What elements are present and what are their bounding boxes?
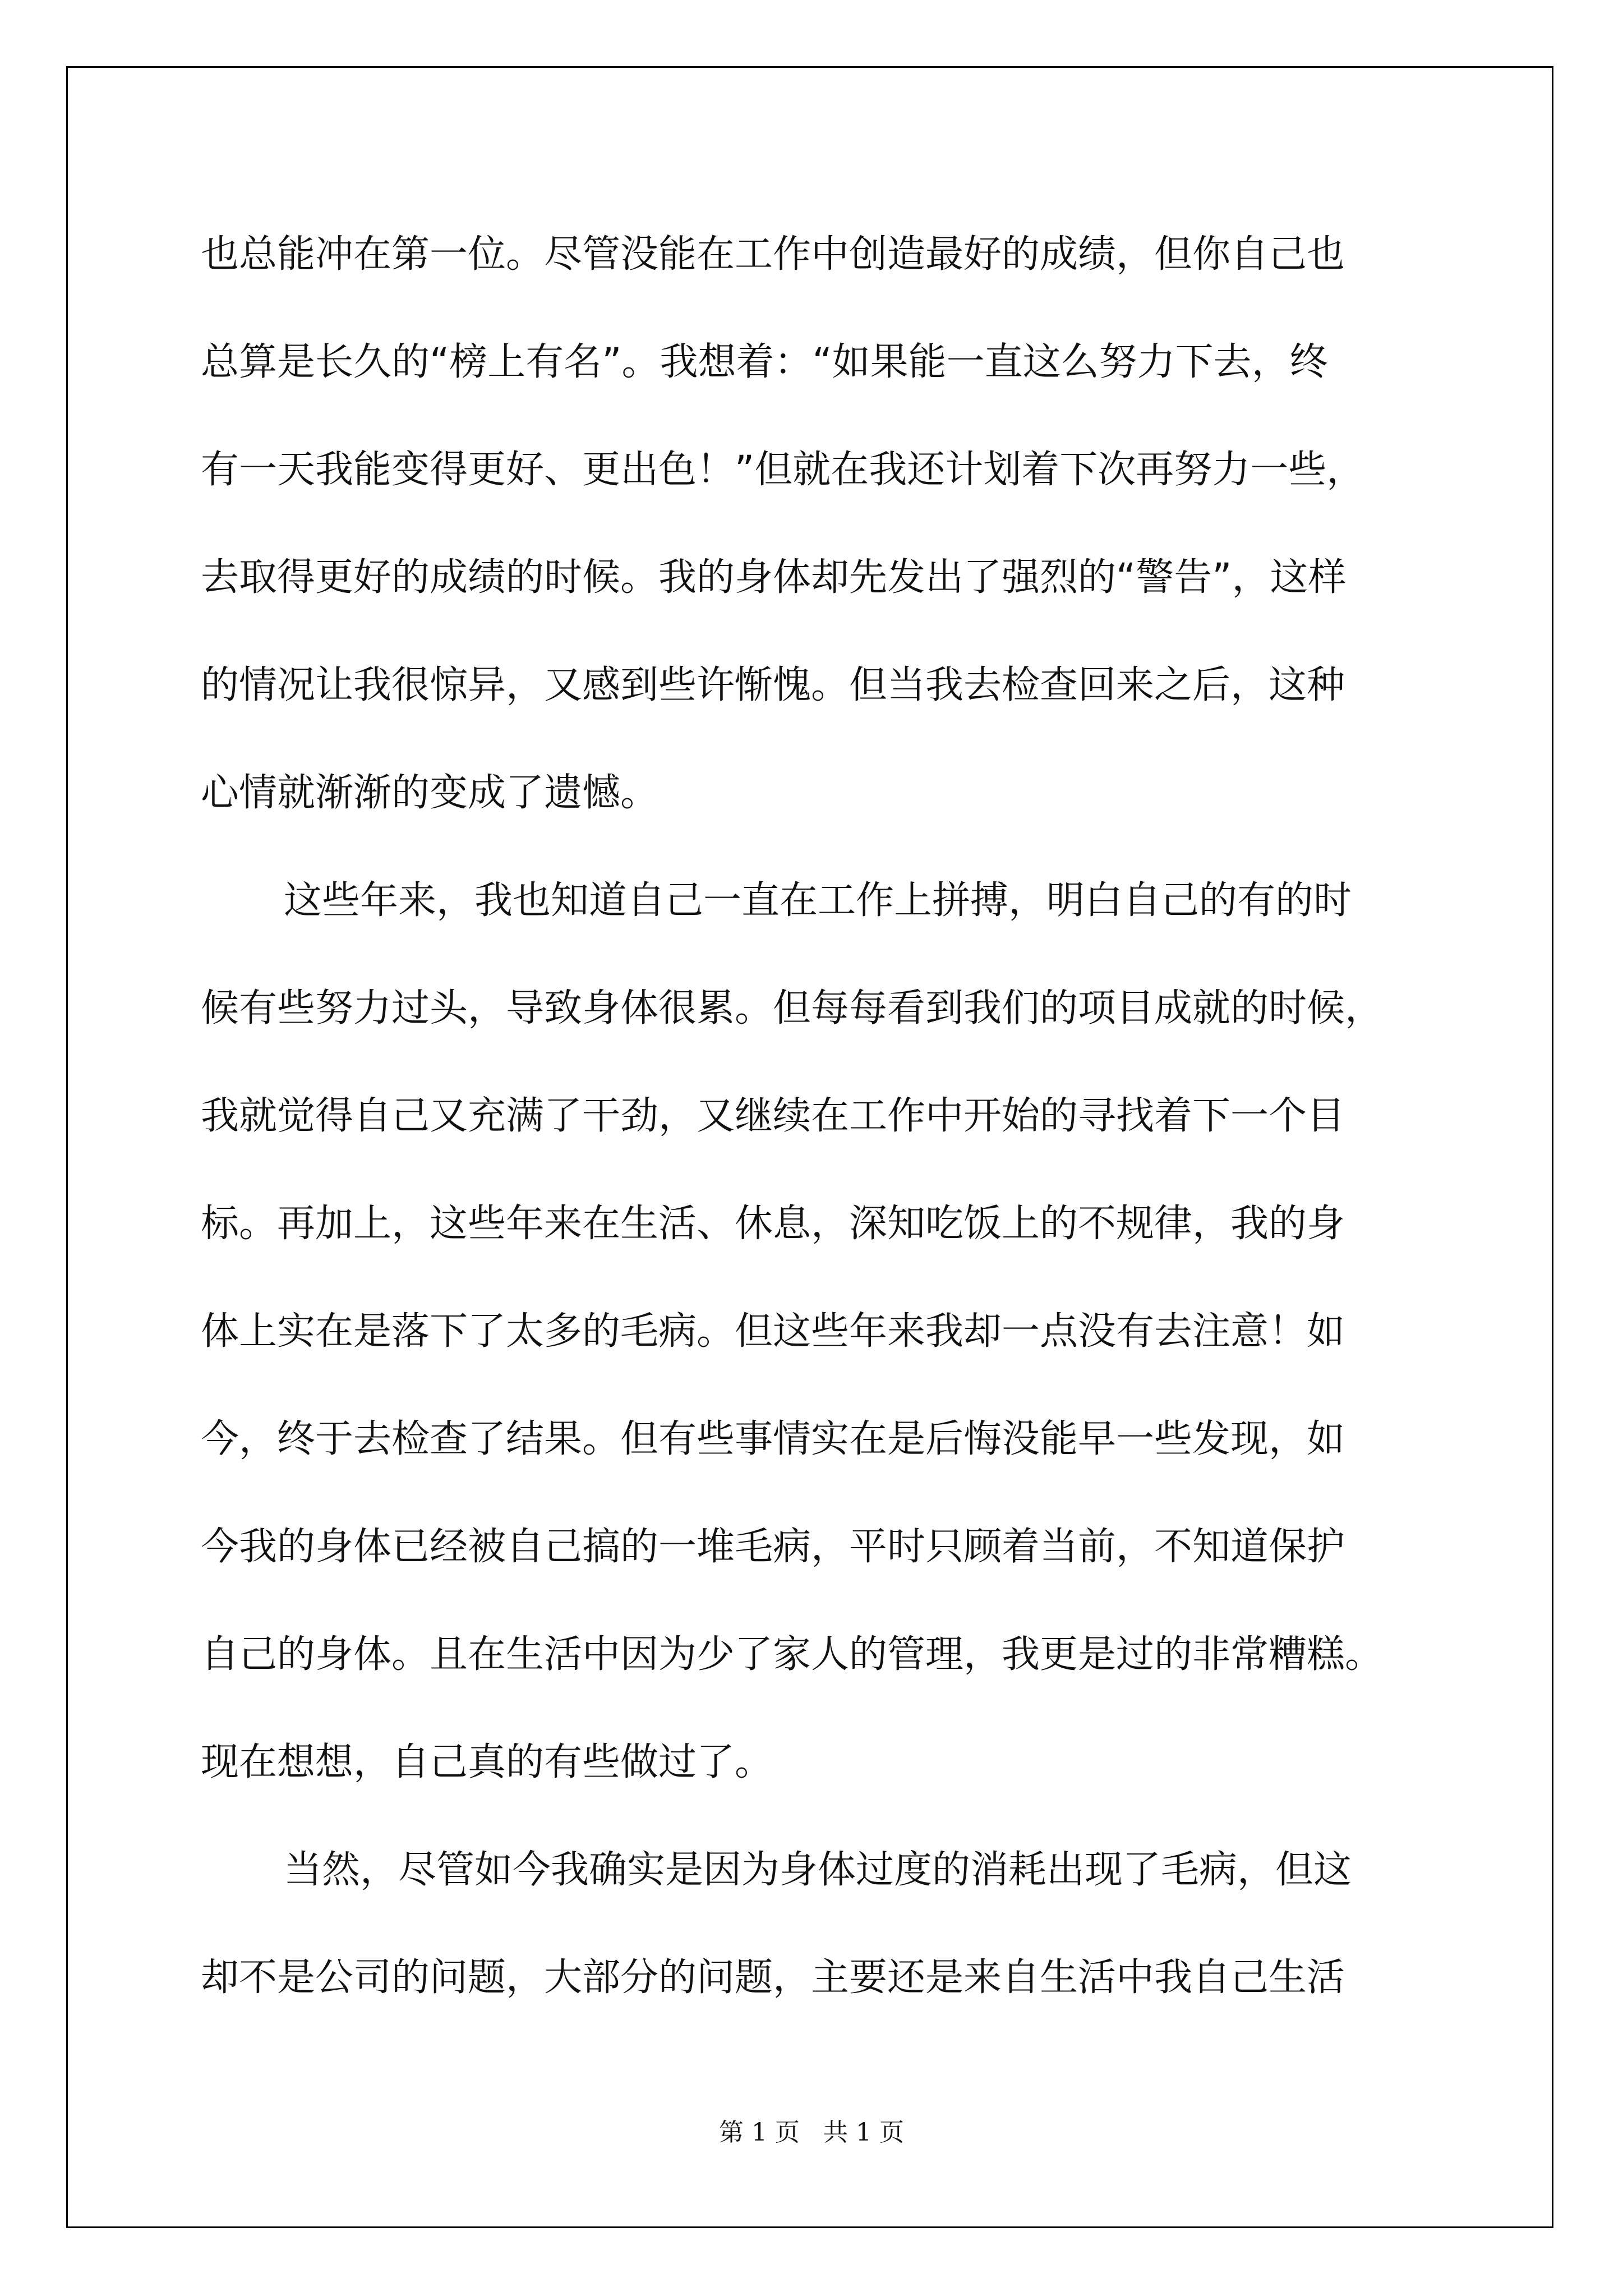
text-line: 这些年来，我也知道自己一直在工作上拼搏，明白自己的有的时 bbox=[284, 878, 1352, 923]
page-number: 第 1 页 bbox=[719, 2118, 800, 2147]
text-line: 有一天我能变得更好、更出色！”但就在我还计划着下次再努力一些， bbox=[201, 448, 1365, 492]
text-line: 标。再加上，这些年来在生活、休息，深知吃饭上的不规律，我的身 bbox=[201, 1202, 1345, 1246]
text-line: 也总能冲在第一位。尽管没能在工作中创造最好的成绩，但你自己也 bbox=[201, 232, 1345, 277]
text-line: 今我的身体已经被自己搞的一堆毛病，平时只顾着当前，不知道保护 bbox=[201, 1525, 1345, 1569]
text-line: 我就觉得自己又充满了干劲，又继续在工作中开始的寻找着下一个目 bbox=[201, 1094, 1345, 1138]
text-line: 今，终于去检查了结果。但有些事情实在是后悔没能早一些发现，如 bbox=[201, 1417, 1345, 1461]
text-line: 去取得更好的成绩的时候。我的身体却先发出了强烈的“警告”，这样 bbox=[201, 555, 1347, 600]
text-line: 自己的身体。且在生活中因为少了家人的管理，我更是过的非常糟糕。 bbox=[201, 1632, 1384, 1677]
text-line: 候有些努力过头，导致身体很累。但每每看到我们的项目成就的时候， bbox=[201, 986, 1384, 1030]
page-total: 共 1 页 bbox=[823, 2118, 904, 2147]
text-line: 的情况让我很惊异，又感到些许惭愧。但当我去检查回来之后，这种 bbox=[201, 663, 1345, 707]
text-line: 却不是公司的问题，大部分的问题，主要还是来自生活中我自己生活 bbox=[201, 1955, 1345, 2000]
text-line: 现在想想，自己真的有些做过了。 bbox=[201, 1740, 773, 1784]
footer-separator bbox=[800, 2118, 823, 2147]
text-line: 总算是长久的“榜上有名”。我想着：“如果能一直这么努力下去，终 bbox=[201, 340, 1328, 384]
text-line: 当然，尽管如今我确实是因为身体过度的消耗出现了毛病，但这 bbox=[284, 1848, 1352, 1892]
text-line: 体上实在是落下了太多的毛病。但这些年来我却一点没有去注意！如 bbox=[201, 1309, 1345, 1354]
text-line: 心情就渐渐的变成了遗憾。 bbox=[201, 771, 659, 815]
document-body bbox=[201, 201, 1435, 2032]
page-footer bbox=[0, 2112, 1623, 2148]
